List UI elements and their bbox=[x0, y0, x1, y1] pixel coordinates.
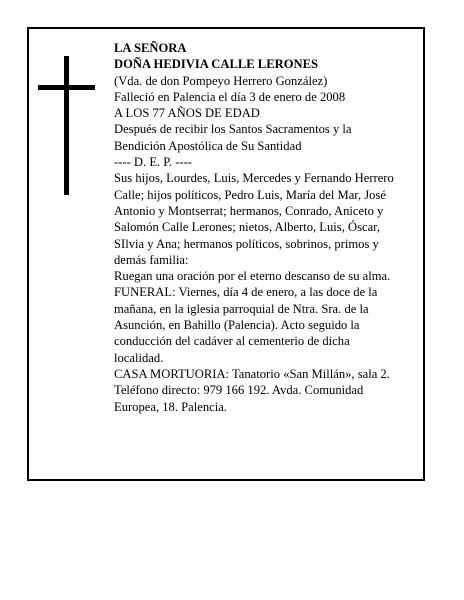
sacraments-line: Después de recibir los Santos Sacramentos y la bbox=[114, 122, 352, 137]
widow-line: (Vda. de don Pompeyo Herrero González) bbox=[114, 73, 328, 88]
death-line: Falleció en Palencia el día 3 de enero de 2008 bbox=[114, 89, 346, 104]
mortuary-line: CASA MORTUORIA: Tanatorio «San Millán», sala 2. bbox=[114, 366, 390, 381]
deceased-name: DOÑA HEDIVIA CALLE LERONES bbox=[114, 57, 318, 72]
funeral-line: localidad. bbox=[114, 350, 164, 365]
family-line: Salomón Calle Lerones; nietos, Alberto, Luis, Óscar, bbox=[114, 220, 381, 235]
sacraments-line: Bendición Apostólica de Su Santidad bbox=[114, 138, 302, 153]
funeral-line: Asunción, en Bahillo (Palencia). Acto seguido la bbox=[114, 318, 360, 333]
notice-heading: LA SEÑORA bbox=[114, 41, 187, 55]
funeral-line: FUNERAL: Viernes, día 4 de enero, a las doce de la bbox=[114, 285, 378, 300]
family-line: Sus hijos, Lourdes, Luis, Mercedes y Fernando Herrero bbox=[114, 171, 394, 186]
cross-vertical-bar bbox=[64, 56, 69, 195]
family-line: SIlvia y Ana; hermanos políticos, sobrinos, primos y bbox=[114, 236, 379, 251]
age-line: A LOS 77 AÑOS DE EDAD bbox=[114, 106, 260, 121]
cross-horizontal-bar bbox=[38, 85, 95, 90]
family-line: Antonio y Montserrat; hermanos, Conrado, Aniceto y bbox=[114, 203, 384, 218]
family-line: demás familia: bbox=[114, 252, 189, 267]
funeral-line: conducción del cadáver al cementerio de dicha bbox=[114, 334, 350, 349]
mortuary-line: Europea, 18. Palencia. bbox=[114, 399, 227, 414]
obituary-text bbox=[114, 40, 410, 415]
funeral-line: mañana, en la iglesia parroquial de Ntra. Sra. de la bbox=[114, 301, 369, 316]
rip-line: ---- D. E. P. ---- bbox=[114, 155, 192, 170]
mortuary-line: Teléfono directo: 979 166 192. Avda. Comunidad bbox=[114, 383, 364, 398]
family-line: Calle; hijos políticos, Pedro Luis, María del Mar, José bbox=[114, 187, 386, 202]
prayer-line: Ruegan una oración por el eterno descanso de su alma. bbox=[114, 269, 391, 284]
